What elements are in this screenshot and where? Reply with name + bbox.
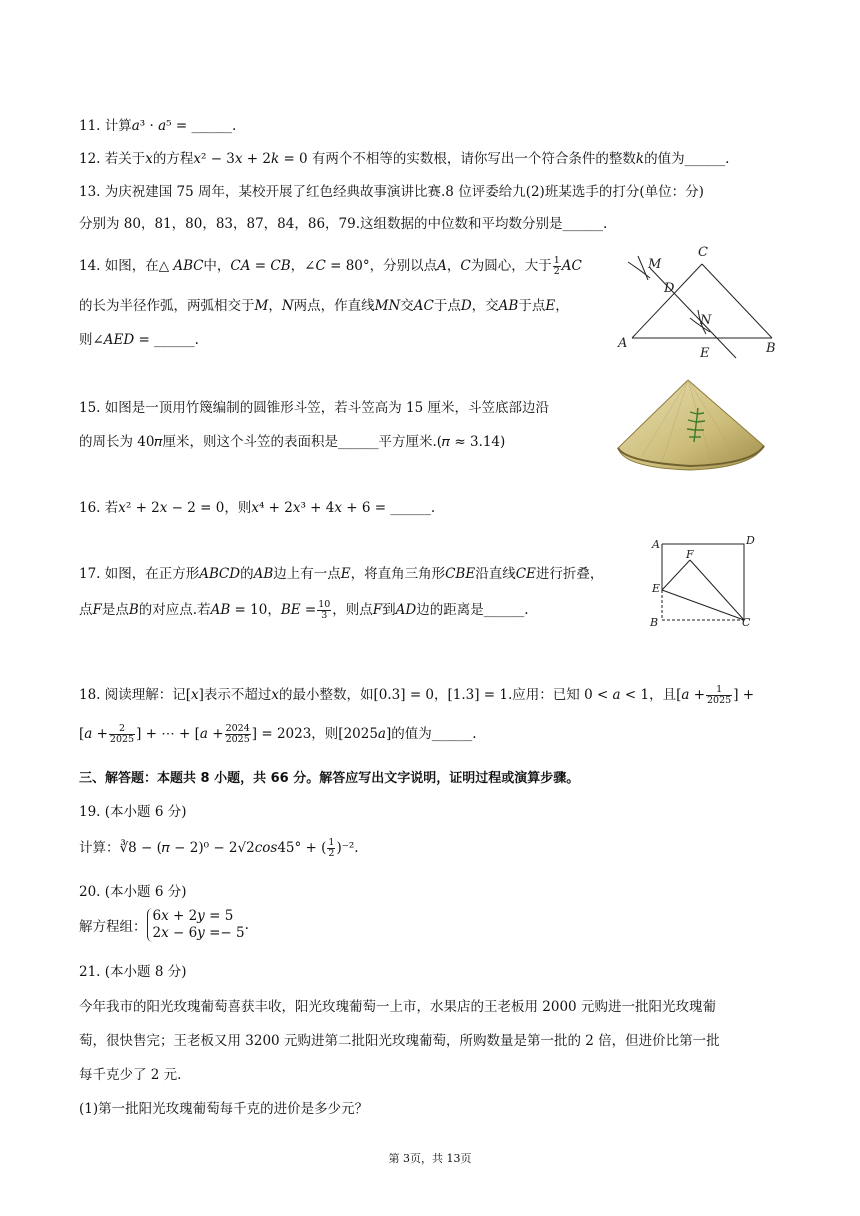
square-fold-figure [640,530,770,630]
question-14-text-3: 则∠𝐴𝐸𝐷 = ______. [79,332,199,348]
question-14-line-3 [79,328,199,348]
question-18-text-1b: ] + [733,687,755,703]
question-20-heading: 20. (本小题 6 分) [79,884,187,900]
question-14-line-2 [79,294,569,314]
question-18-text-2b: ] + ⋯ + [𝑎 + [136,726,224,742]
fraction-numerator: 1 [328,837,335,849]
question-19-body [79,836,359,859]
question-14-line-1 [79,254,582,277]
question-15-text-1: 15. 如图是一顶用竹篾编制的圆锥形斗笠，若斗笠高为 15 厘米，斗笠底部边沿 [79,400,550,416]
question-17-line-1 [79,562,603,582]
question-19-heading: 19. (本小题 6 分) [79,804,187,820]
question-20-body [79,908,249,942]
label-d: D [664,281,675,296]
question-12 [79,147,729,167]
label-a: A [618,336,628,351]
fraction-1 [706,685,732,706]
question-14-text-1: 14. 如图，在△ 𝐴𝐵𝐶中，𝐶𝐴 = 𝐶𝐵，∠𝐶 = 80°，分别以点𝐴，𝐶为圆心，大于 [79,258,552,274]
question-13-text-2: 分别为 80，81，80，83，87，84，86，79.这组数据的中位数和平均数分别是______. [79,216,608,232]
fraction-numerator: 2024 [225,723,250,735]
fraction-denominator: 3 [321,610,328,621]
question-18-line-2 [79,722,477,745]
question-13-text-1: 13. 为庆祝建国 75 周年，某校开展了红色经典故事演讲比赛.8 位评委给九(2)班某选手的打分(单位：分) [79,184,704,200]
label-c: C [742,616,751,629]
question-13-line-2 [79,212,607,232]
question-19-text-a: 计算：∛8 − (𝜋 − 2)⁰ − 2√2𝑐𝑜𝑠45° + ( [79,840,327,856]
fraction-denominator: 2025 [225,734,250,745]
fraction-numerator: 1 [706,685,732,696]
question-15-line-2 [79,430,505,450]
label-b: B [650,616,659,629]
fraction-denominator: 2025 [707,695,732,706]
label-c: C [698,245,708,260]
page-footer: 第 3页，共 13页 [388,1152,472,1165]
equation-2: 2𝑥 − 6𝑦 =− 5 [152,924,245,941]
label-d: D [746,534,755,547]
section-heading: 三、解答题：本题共 8 小题，共 66 分。解答应写出文字说明，证明过程或演算步骤。 [79,771,580,786]
fraction-denominator: 2 [328,848,335,859]
label-e: E [700,346,710,361]
bamboo-hat-image [612,376,772,476]
question-14-text-1b: 𝐴𝐶 [561,258,582,274]
fraction-denominator: 2 [553,266,560,277]
label-a: A [652,538,660,551]
fraction-3 [225,724,251,745]
question-21-para-1: 今年我市的阳光玫瑰葡萄喜获丰收，阳光玫瑰葡萄一上市，水果店的王老板用 2000 元购进一批阳光玫瑰葡 [79,999,716,1015]
triangle-figure [610,240,790,365]
question-17-text-2b: ，则点𝐹到𝐴𝐷边的距离是______. [332,602,529,618]
question-11 [79,114,236,134]
question-11-text: 11. 计算𝑎³ · 𝑎⁵ = ______. [79,118,237,134]
fraction-numerator: 10 [318,599,331,611]
question-17-line-2 [79,598,529,621]
equation-1: 6𝑥 + 2𝑦 = 5 [152,908,234,924]
question-13-line-1 [79,180,704,200]
fraction-2 [109,724,135,745]
fraction-denominator: 2025 [109,734,135,745]
question-20-label: 解方程组： [79,918,147,935]
question-18-line-1 [79,683,754,706]
question-15-line-1 [79,396,549,416]
fraction-half [327,838,335,859]
question-19-text-b: )⁻². [336,840,359,856]
question-17-text-1: 17. 如图，在正方形𝐴𝐵𝐶𝐷的𝐴𝐵边上有一点𝐸，将直角三角形𝐶𝐵𝐸沿直线𝐶𝐸进行折叠， [79,566,604,582]
label-n: N [700,313,712,328]
label-f: F [686,548,694,561]
label-b: B [766,341,776,356]
fraction-ten-thirds [317,600,331,621]
fraction-half [553,256,561,277]
question-21-para-3: 每千克少了 2 元. [79,1067,182,1083]
question-12-text: 12. 若关于𝑥的方程𝑥² − 3𝑥 + 2𝑘 = 0 有两个不相等的实数根，请你写出一个符合条件的整数𝑘的值为______. [79,151,730,167]
fraction-numerator: 2 [109,724,135,735]
question-17-text-2a: 点𝐹是点𝐵的对应点.若𝐴𝐵 = 10，𝐵𝐸 = [79,602,317,618]
question-21-para-2: 萄，很快售完；王老板又用 3200 元购进第二批阳光玫瑰葡萄，所购数量是第一批的 2 倍，但进价比第一批 [79,1033,720,1049]
question-18-text-2a: [𝑎 + [79,726,108,742]
question-21-heading: 21. (本小题 8 分) [79,964,187,980]
question-18-text-2c: ] = 2023，则[2025𝑎]的值为______. [251,726,477,742]
question-21-sub-1: (1)第一批阳光玫瑰葡萄每千克的进价是多少元？ [79,1101,369,1117]
question-15-text-2: 的周长为 40𝜋厘米，则这个斗笠的表面积是______平方厘米.(𝜋 ≈ 3.14) [79,434,506,450]
label-e: E [652,582,661,595]
question-18-text-1a: 18. 阅读理解：记[𝑥]表示不超过𝑥的最小整数，如[0.3] = 0，[1.3] = 1.应用：已知 0 < 𝑎 < 1，且[𝑎 + [79,687,706,703]
question-16 [79,496,435,516]
label-m: M [648,257,662,272]
question-16-text: 16. 若𝑥² + 2𝑥 − 2 = 0，则𝑥⁴ + 2𝑥³ + 4𝑥 + 6 = ______. [79,500,436,516]
fraction-numerator: 1 [553,255,560,267]
equation-system [147,908,245,942]
question-20-end: . [244,916,249,933]
question-14-text-2: 的长为半径作弧，两弧相交于𝑀，𝑁两点，作直线𝑀𝑁交𝐴𝐶于点𝐷，交𝐴𝐵于点𝐸， [79,298,569,314]
